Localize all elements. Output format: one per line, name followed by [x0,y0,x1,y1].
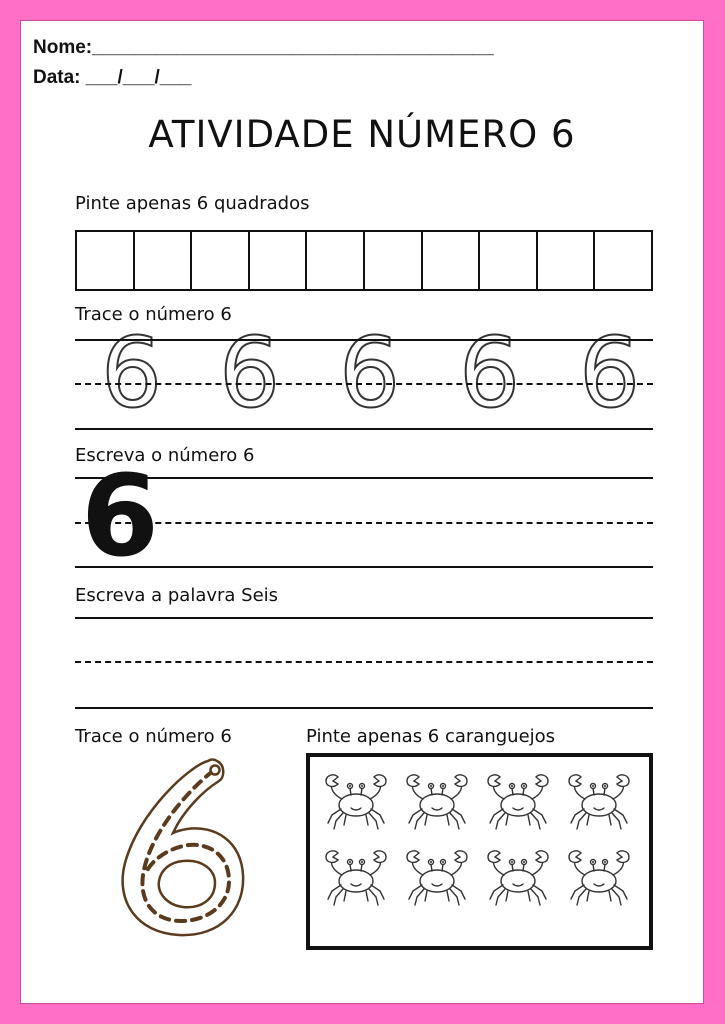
dotted-trace-digit: 6 [579,317,641,429]
dotted-trace-digit: 6 [101,317,163,429]
color-square[interactable] [538,232,596,289]
write-number-mid-dashed-line [75,522,653,524]
crabs-instruction: Pinte apenas 6 caranguejos [306,726,556,747]
write-word-bottom-line [75,707,653,709]
crab-icon[interactable] [401,773,473,833]
crabs-box [306,753,653,950]
dotted-trace-digit: 6 [339,317,401,429]
dotted-trace-digit: 6 [459,317,521,429]
write-word-instruction: Escreva a palavra Seis [75,585,279,606]
trace-instruction: Trace o número 6 [75,304,232,325]
write-word-top-line [75,617,653,619]
worksheet-page [20,20,704,1004]
crab-icon[interactable] [563,849,635,909]
crab-icon[interactable] [482,849,554,909]
color-square[interactable] [365,232,423,289]
color-square[interactable] [77,232,135,289]
name-field-label: Nome:______________________________________ [33,37,494,58]
dotted-trace-digit: 6 [219,317,281,429]
write-number-bottom-line [75,566,653,568]
write-word-mid-dashed-line [75,661,653,663]
trace-six-outline [111,751,261,941]
squares-instruction: Pinte apenas 6 quadrados [75,193,310,214]
trace-big-instruction: Trace o número 6 [75,726,232,747]
color-square[interactable] [307,232,365,289]
color-square[interactable] [480,232,538,289]
crab-icon[interactable] [320,849,392,909]
date-field-label: Data: ___/___/___ [33,67,192,88]
color-square[interactable] [250,232,308,289]
color-square[interactable] [595,232,651,289]
crab-icon[interactable] [320,773,392,833]
crab-icon[interactable] [401,849,473,909]
page-title: ATIVIDADE NÚMERO 6 [148,113,576,156]
crab-icon[interactable] [563,773,635,833]
color-square[interactable] [192,232,250,289]
write-number-instruction: Escreva o número 6 [75,445,255,466]
example-number-six: 6 [81,452,159,582]
color-square[interactable] [423,232,481,289]
write-number-top-line [75,477,653,479]
color-square[interactable] [135,232,193,289]
squares-row [75,230,653,291]
crab-icon[interactable] [482,773,554,833]
